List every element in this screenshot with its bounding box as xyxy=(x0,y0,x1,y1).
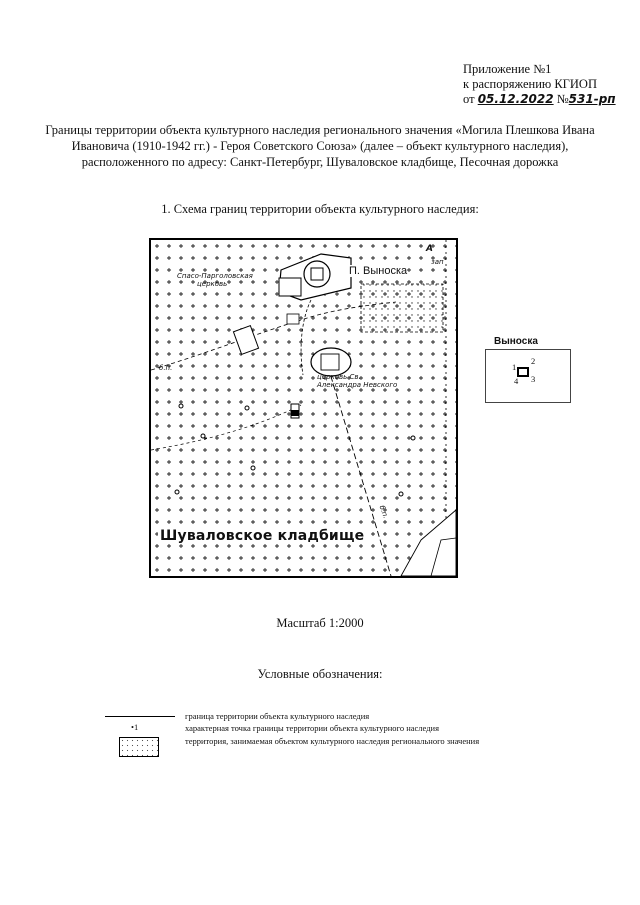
number-prefix: № xyxy=(556,92,569,106)
boundary-map xyxy=(149,238,458,578)
letter-a-label: А xyxy=(426,244,433,254)
legend-point-text: характерная точка границы территории объекта культурного наследия xyxy=(185,723,439,733)
inset-title: Выноска xyxy=(494,336,538,347)
legend-title: Условные обозначения: xyxy=(257,667,383,681)
inset-drawing xyxy=(486,350,570,402)
path-mid-label: б.п. xyxy=(377,504,390,520)
church-dome xyxy=(304,261,330,287)
map-drawing xyxy=(151,240,456,576)
church2-label: церковь Св. Александра Невского xyxy=(317,373,398,389)
church1-label: Спасо-Парголовская церковь xyxy=(177,272,253,288)
inset-panel xyxy=(485,349,571,403)
order-date: 05.12.2022 xyxy=(477,92,554,106)
inset-point-2: 2 xyxy=(531,356,536,366)
appendix-number: Приложение №1 xyxy=(463,62,552,76)
section-heading: 1. Схема границ территории объекта культурного наследия: xyxy=(161,202,479,216)
legend-area-symbol xyxy=(119,737,159,757)
inset-boundary xyxy=(518,368,528,376)
inset-point-3: 3 xyxy=(531,374,536,384)
legend-boundary-text: граница территории объекта культурного наследия xyxy=(185,711,370,721)
path-left-label: б.п. xyxy=(159,364,173,372)
inset-point-1: 1 xyxy=(512,362,517,372)
date-prefix: от xyxy=(463,92,475,106)
legend-point-symbol: •1 xyxy=(131,722,139,732)
inset-point-4: 4 xyxy=(514,376,519,386)
inset-zone xyxy=(361,284,443,332)
chapel xyxy=(279,278,301,296)
order-date-line xyxy=(463,92,616,107)
zap-label: зап xyxy=(431,258,444,266)
church-nevsky xyxy=(311,348,351,376)
legend-area-text: территория, занимаемая объектом культурного наследия регионального значения xyxy=(185,736,480,746)
document-title: Границы территории объекта культурного наследия регионального значения «Могила Плешкова Ивана Ивановича (1910-1942 гг.) - Героя Советского Союза» (далее – объект культурного наследия), расположенного по адресу: Санкт-Петербург, Шуваловское кладбище, Песочная дорожка xyxy=(45,123,595,169)
legend-boundary-line-symbol xyxy=(105,716,175,717)
inset-marker-label: П. Выноска xyxy=(349,265,408,277)
order-reference: к распоряжению КГИОП xyxy=(463,77,597,91)
map-scale: Масштаб 1:2000 xyxy=(276,616,364,630)
order-number: 531-рп xyxy=(568,92,616,106)
cemetery-label: Шуваловское кладбище xyxy=(160,528,365,544)
appendix-header xyxy=(463,62,616,107)
